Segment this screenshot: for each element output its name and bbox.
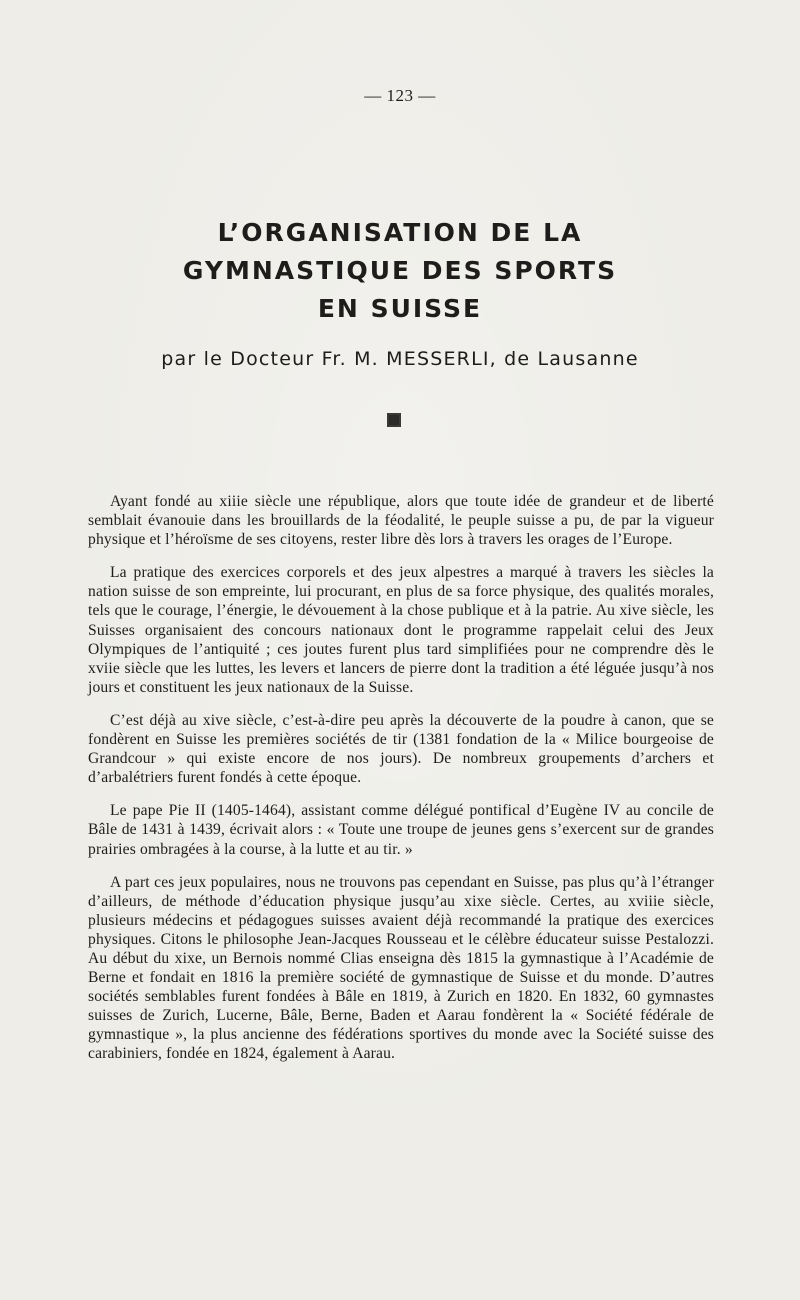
page-number: — 123 — (364, 86, 436, 105)
article-title (90, 214, 710, 328)
article-body (88, 492, 714, 1078)
paragraph: C’est déjà au xive siècle, c’est-à-dire peu après la découverte de la poudre à canon, que se fondèrent en Suisse les premières sociétés de tir (1381 fondation de la « Milice bourgeoise de Grandcour » qui existe encore de nos jours). De nombreux groupements d’archers et d’arbalétriers furent fondés à cette époque. (88, 711, 714, 787)
paragraph: Le pape Pie II (1405-1464), assistant comme délégué pontifical d’Eugène IV au concile de Bâle de 1431 à 1439, écrivait alors : « Toute une troupe de jeunes gens s’exercent sur de grandes prairies ombragées à la course, à la lutte et au tir. » (88, 802, 714, 858)
ornament-square-icon (387, 413, 401, 427)
paragraph: Ayant fondé au xiiie siècle une république, alors que toute idée de grandeur et de liberté semblait évanouie dans les brouillards de la féodalité, le peuple suisse a pu, de par la vigueur physique et l’héroïsme de ses citoyens, rester libre dès lors à travers les orages de l’Europe. (88, 493, 714, 549)
paragraph: La pratique des exercices corporels et des jeux alpestres a marqué à travers les siècles la nation suisse de son empreinte, lui procurant, en plus de sa force physique, des qualités morales, tels que le courage, l’énergie, le dévouement à la chose publique et à la patrie. Au xive siècle, les Suisses organisaient des concours nationaux dont le programme rappelait celui des Jeux Olympiques de l’antiquité ; ces joutes furent plus tard simplifiées pour ne comprendre dès le xviie siècle que les luttes, les levers et lancers de pierre dont la tradition a été léguée jusqu’à nos jours et constituent les jeux nationaux de la Suisse. (88, 564, 714, 696)
title-line: EN SUISSE (317, 294, 483, 323)
title-line: L’ORGANISATION DE LA (217, 218, 583, 247)
author-byline: par le Docteur Fr. M. MESSERLI, de Lausanne (161, 348, 639, 370)
paragraph: A part ces jeux populaires, nous ne trouvons pas cependant en Suisse, pas plus qu’à l’étranger d’ailleurs, de méthode d’éducation physique jusqu’au xixe siècle. Certes, au xviiie siècle, plusieurs médecins et pédagogues suisses avaient déjà recommandé la pratique des exercices physiques. Citons le philosophe Jean-Jacques Rousseau et le célèbre éducateur suisse Pestalozzi. Au début du xixe, un Bernois nommé Clias enseigna dès 1815 la gymnastique à l’Académie de Berne et fondait en 1816 la première société de gymnastique de Suisse et du monde. D’autres sociétés semblables furent fondées à Bâle en 1819, à Zurich en 1820. En 1832, 60 gymnastes suisses de Zurich, Lucerne, Bâle, Berne, Baden et Aarau fondèrent la « Société fédérale de gymnastique », la plus ancienne des fédérations sportives du monde avec la Société suisse des carabiniers, fondée en 1824, également à Aarau. (88, 873, 714, 1063)
title-line: GYMNASTIQUE DES SPORTS (182, 256, 618, 285)
